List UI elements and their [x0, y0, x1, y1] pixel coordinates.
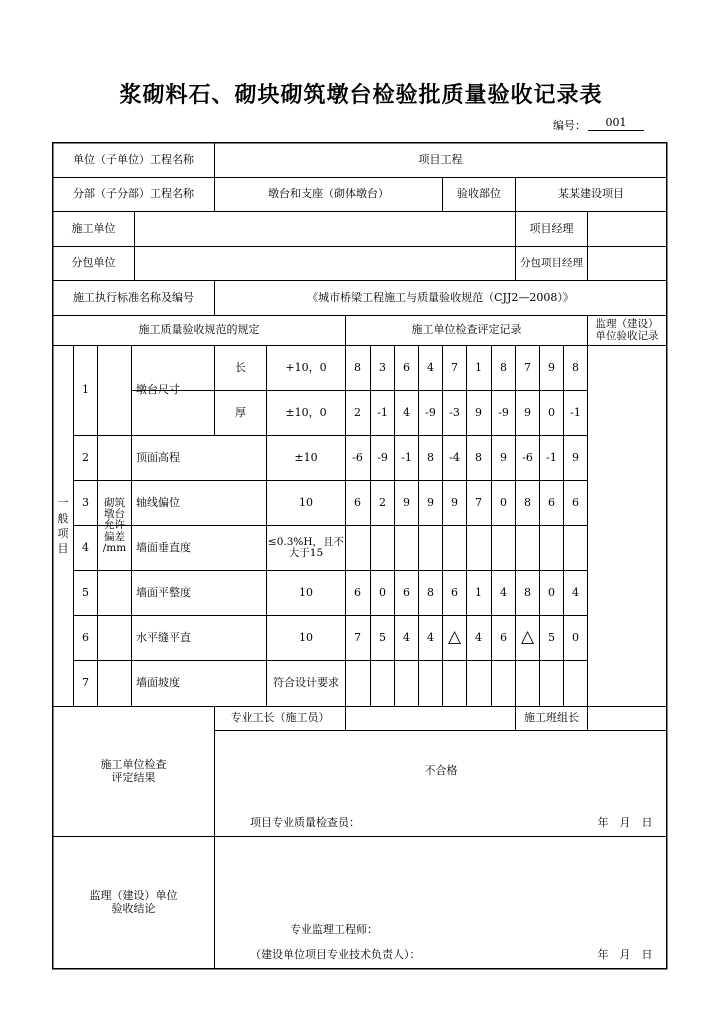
measured-value: 4: [500, 585, 507, 599]
measured-value: 6: [572, 495, 579, 509]
item-name: 顶面高程: [136, 450, 180, 464]
item-spec: ±10: [294, 450, 318, 464]
measured-value: [443, 526, 466, 570]
measured-value: 8: [572, 360, 579, 374]
measured-value: [540, 526, 563, 570]
item-number: 6: [82, 630, 89, 644]
measured-value: 7: [524, 360, 531, 374]
measured-value: 7: [475, 495, 482, 509]
measured-value: 7: [354, 630, 361, 644]
measured-value: 9: [548, 360, 555, 374]
measured-value: 9: [524, 405, 531, 419]
item-number: 4: [82, 540, 89, 554]
measured-value: 2: [354, 405, 361, 419]
measured-value: 4: [403, 405, 410, 419]
owner-technical-lead-label: （建设单位项目专业技术负责人）：: [250, 947, 421, 961]
measured-value: -1: [546, 450, 557, 464]
item-spec: ±10，0: [285, 405, 327, 419]
measured-value: -1: [570, 405, 581, 419]
measured-value: 0: [572, 630, 579, 644]
measured-value: [516, 661, 539, 705]
supervision-label: 监理（建设）单位 验收结论: [89, 888, 178, 915]
construction-unit-value: [135, 212, 515, 246]
measured-value: [419, 526, 442, 570]
measured-value: [346, 661, 369, 705]
item-number: 1: [82, 383, 89, 397]
unit-project-label: 单位（子单位）工程名称: [73, 152, 194, 166]
quality-inspector-label: 项目专业质量检查员：: [250, 815, 360, 829]
measured-value: 4: [427, 630, 434, 644]
measured-value: -9: [377, 450, 388, 464]
item-spec: ≤0.3%H，且不 大于15: [267, 535, 345, 559]
inspection-part-value: 某某建设项目: [558, 187, 624, 201]
item-name: 轴线偏位: [136, 495, 180, 509]
measured-value: -6: [352, 450, 363, 464]
measured-value: 0: [500, 495, 507, 509]
measured-value: [492, 526, 515, 570]
measured-value: [395, 661, 418, 705]
measured-value: [516, 526, 539, 570]
measured-value: 8: [354, 360, 361, 374]
code-value: 001: [588, 116, 644, 131]
standard-label: 施工执行标准名称及编号: [73, 290, 194, 304]
item-spec: 符合设计要求: [273, 675, 339, 689]
construction-eval-result: 不合格: [424, 763, 458, 777]
measured-value: 1: [475, 585, 482, 599]
measured-value: 6: [403, 585, 410, 599]
measured-value: 6: [403, 360, 410, 374]
measured-value: 2: [379, 495, 386, 509]
measured-value: 6: [548, 495, 555, 509]
unit-project-value: 项目工程: [418, 152, 463, 166]
item-name: 墙面平整度: [136, 585, 191, 599]
tolerance-label: 砌筑 墩台 允许 偏差 /mm: [102, 497, 127, 554]
team-leader-label: 施工班组长: [524, 711, 579, 725]
item-sub-name: 长: [235, 360, 246, 374]
measured-value: 8: [475, 450, 482, 464]
spec-column-header: 施工质量验收规范的规定: [138, 323, 260, 337]
measured-value: 8: [427, 585, 434, 599]
measured-value: [419, 661, 442, 705]
measured-value: [540, 661, 563, 705]
warning-triangle-icon: △: [447, 627, 462, 648]
warning-triangle-icon: △: [520, 627, 535, 648]
measured-value: -4: [449, 450, 460, 464]
item-name: 墙面坡度: [136, 675, 180, 689]
measured-value: [371, 661, 394, 705]
measured-value: 5: [548, 630, 555, 644]
code-label: 编号：: [553, 119, 586, 132]
measured-value: 4: [427, 360, 434, 374]
item-spec: 10: [299, 585, 313, 599]
measured-value: 4: [403, 630, 410, 644]
measured-value: [395, 526, 418, 570]
item-number: 7: [82, 675, 89, 689]
page-title: 浆砌料石、砌块砌筑墩台检验批质量验收记录表: [119, 83, 603, 108]
item-name: 墩台尺寸: [136, 383, 180, 397]
item-spec: 10: [299, 495, 313, 509]
supervision-engineer-label: 专业监理工程师：: [290, 922, 378, 936]
measured-value: 0: [379, 585, 386, 599]
subcontract-unit-label: 分包单位: [71, 256, 116, 270]
measured-value: 4: [572, 585, 579, 599]
construction-unit-label: 施工单位: [71, 221, 116, 235]
measured-value: [492, 661, 515, 705]
measured-value: [443, 661, 466, 705]
measured-value: 8: [524, 495, 531, 509]
standard-value: 《城市桥梁工程施工与质量验收规范（CJJ2—2008）》: [307, 290, 574, 304]
subcontract-unit-value: [135, 247, 515, 280]
measured-value: -3: [449, 405, 460, 419]
subcontract-manager-label: 分包项目经理: [520, 257, 583, 270]
measured-value: 8: [427, 450, 434, 464]
sub-project-value: 墩台和支座（砌体墩台）: [268, 187, 389, 201]
measured-value: 6: [500, 630, 507, 644]
measured-value: 7: [451, 360, 458, 374]
measured-value: 6: [354, 585, 361, 599]
supervisor-column-header: 监理（建设） 单位验收记录: [595, 318, 659, 342]
item-name: 水平缝平直: [136, 630, 191, 644]
item-spec: 10: [299, 630, 313, 644]
item-number: 3: [82, 495, 89, 509]
foreman-label: 专业工长（施工员）: [230, 711, 330, 725]
measured-value: [564, 526, 587, 570]
subcontract-manager-value: [588, 247, 666, 280]
measured-value: 9: [451, 495, 458, 509]
measured-value: 8: [524, 585, 531, 599]
project-manager-label: 项目经理: [529, 221, 574, 235]
measured-value: -1: [377, 405, 388, 419]
item-spec: +10，0: [285, 360, 327, 374]
measured-value: 6: [354, 495, 361, 509]
measured-value: 1: [475, 360, 482, 374]
construction-eval-date: 年 月 日: [597, 815, 653, 829]
construction-eval-label: 施工单位检查 评定结果: [100, 757, 167, 784]
measured-value: -9: [425, 405, 436, 419]
measured-value: 9: [427, 495, 434, 509]
sub-project-label: 分部（子分部）工程名称: [73, 187, 194, 201]
measured-value: 3: [379, 360, 386, 374]
record-column-header: 施工单位检查评定记录: [411, 323, 522, 337]
measured-value: 6: [451, 585, 458, 599]
measured-value: 5: [379, 630, 386, 644]
project-manager-value: [588, 212, 666, 246]
measured-value: -1: [401, 450, 412, 464]
measured-value: 9: [475, 405, 482, 419]
supervision-date: 年 月 日: [597, 947, 653, 961]
measured-value: 4: [475, 630, 482, 644]
measured-value: 9: [403, 495, 410, 509]
item-number: 5: [82, 585, 89, 599]
general-items-label: 一 般 项 目: [57, 496, 69, 556]
measured-value: 8: [500, 360, 507, 374]
measured-value: 0: [548, 585, 555, 599]
measured-value: 9: [500, 450, 507, 464]
measured-value: 0: [548, 405, 555, 419]
measured-value: [467, 526, 490, 570]
measured-value: -6: [522, 450, 533, 464]
measured-value: [564, 661, 587, 705]
measured-value: 9: [572, 450, 579, 464]
item-number: 2: [82, 450, 89, 464]
measured-value: [371, 526, 394, 570]
inspection-part-label: 验收部位: [457, 187, 501, 201]
measured-value: [346, 526, 369, 570]
item-name: 墙面垂直度: [136, 540, 191, 554]
measured-value: -9: [498, 405, 509, 419]
item-sub-name: 厚: [235, 405, 246, 419]
measured-value: [467, 661, 490, 705]
